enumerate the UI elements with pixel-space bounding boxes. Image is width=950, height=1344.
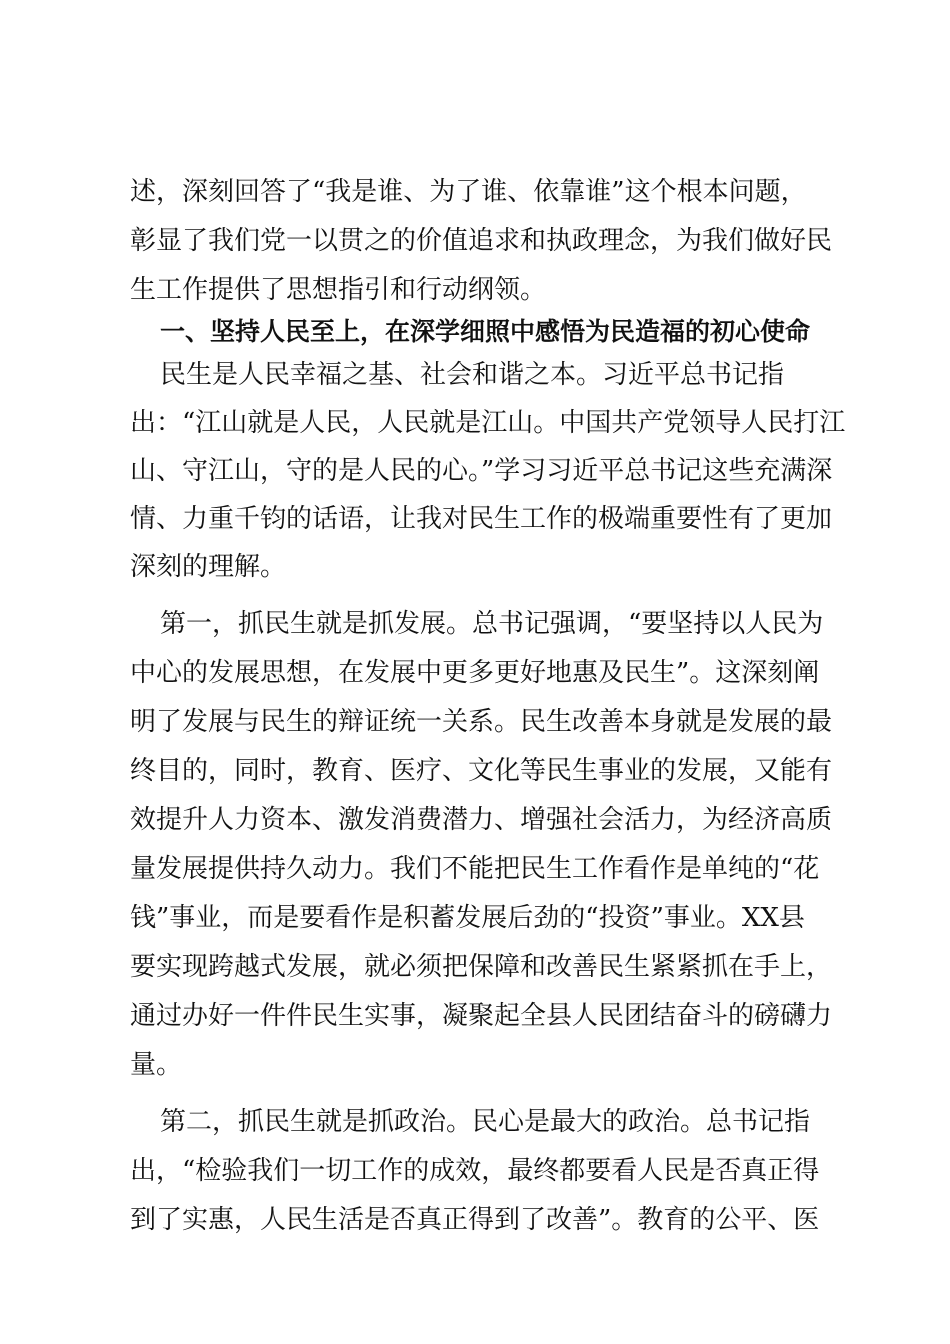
para1-line-1: 民生是人民幸福之基、社会和谐之本。习近平总书记指 [160, 360, 785, 390]
para2-line-9: 通过办好一件件民生实事，凝聚起全县人民团结奋斗的磅礴力 [130, 1001, 833, 1031]
para2-line-1: 第一，抓民生就是抓发展。总书记强调，“要坚持以人民为 [160, 609, 824, 639]
para2-line-7: 钱”事业，而是要看作是积蓄发展后劲的“投资”事业。XX县 [130, 903, 805, 933]
para3-line-3: 到了实惠，人民生活是否真正得到了改善”。教育的公平、医 [130, 1205, 820, 1235]
para2-line-3: 明了发展与民生的辩证统一关系。民生改善本身就是发展的最 [130, 707, 833, 737]
para3-line-2: 出，“检验我们一切工作的成效，最终都要看人民是否真正得 [130, 1156, 820, 1186]
para3-line-1: 第二，抓民生就是抓政治。民心是最大的政治。总书记指 [160, 1107, 811, 1137]
para1-line-4: 情、力重千钧的话语，让我对民生工作的极端重要性有了更加 [130, 504, 833, 534]
section-heading: 一、坚持人民至上，在深学细照中感悟为民造福的初心使命 [160, 317, 811, 346]
para1-line-2: 出：“江山就是人民，人民就是江山。中国共产党领导人民打江 [130, 408, 846, 438]
intro-line-2: 彰显了我们党一以贯之的价值追求和执政理念，为我们做好民 [130, 226, 833, 256]
para2-line-5: 效提升人力资本、激发消费潜力、增强社会活力，为经济高质 [130, 805, 833, 835]
para2-line-4: 终目的，同时，教育、医疗、文化等民生事业的发展，又能有 [130, 756, 833, 786]
para2-line-2: 中心的发展思想，在发展中更多更好地惠及民生”。这深刻阐 [130, 658, 820, 688]
para2-line-10: 量。 [130, 1050, 183, 1080]
para1-line-3: 山、守江山，守的是人民的心。”学习习近平总书记这些充满深 [130, 456, 833, 486]
para1-line-5: 深刻的理解。 [130, 552, 287, 582]
intro-line-1: 述，深刻回答了“我是谁、为了谁、依靠谁”这个根本问题， [130, 177, 807, 207]
para2-line-6: 量发展提供持久动力。我们不能把民生工作看作是单纯的“花 [130, 854, 820, 884]
intro-line-3: 生工作提供了思想指引和行动纲领。 [130, 275, 547, 305]
para2-line-8: 要实现跨越式发展，就必须把保障和改善民生紧紧抓在手上， [130, 952, 833, 982]
